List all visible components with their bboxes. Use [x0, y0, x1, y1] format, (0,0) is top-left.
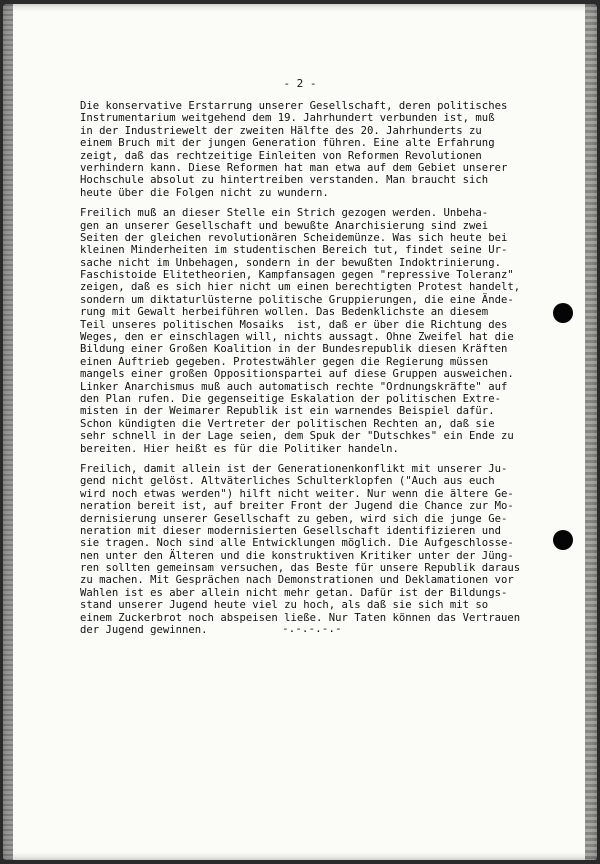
text-line: gen an unserer Gesellschaft und bewußte Anarchisierung sind zwei	[80, 219, 489, 232]
text-line: Freilich, damit allein ist der Generationenkonflikt mit unserer Ju-	[80, 462, 508, 475]
text-line: Bildung einer Großen Koalition in der Bundesrepublik diesen Kräften	[80, 343, 508, 356]
text-line: ren sollten gemeinsam versuchen, das Beste für unsere Republik daraus	[80, 562, 521, 575]
text-line: Seiten der gleichen revolutionären Scheidemünze. Was sich heute bei	[80, 231, 508, 244]
text-line: der Jugend gewinnen.	[80, 624, 208, 637]
text-line: neration mit dieser modernisierten Gesellschaft identifizieren und	[80, 524, 501, 537]
text-line: mangels einer großen Oppositionspartei auf diese Gruppen ausweichen.	[80, 368, 514, 381]
end-separator: -.-.-.-.-	[282, 622, 342, 635]
text-line: Die konservative Erstarrung unserer Gesellschaft, deren politisches	[80, 100, 508, 112]
text-line: heute über die Folgen nicht zu wundern.	[80, 186, 329, 199]
text-line: sie tragen. Noch sind alle Entwicklungen möglich. Die Aufgeschlosse-	[80, 537, 514, 550]
text-line: den Plan rufen. Die gegenseitige Eskalation der politischen Extre-	[80, 392, 501, 405]
text-line: gend nicht gelöst. Altväterliches Schulterklopfen ("Auch aus euch	[80, 475, 495, 488]
text-line: zeigt, daß das rechtzeitige Einleiten von Reformen Revolutionen	[80, 149, 482, 162]
text-line: misten in der Weimarer Republik ist ein warnendes Beispiel dafür.	[80, 405, 495, 418]
text-line: Weges, den er einschlagen will, nichts aussagt. Ohne Zweifel hat die	[80, 331, 514, 344]
scan-edge-right	[585, 4, 597, 860]
text-line: nen unter den Älteren und die konstruktiven Kritiker unter der Jüng-	[80, 549, 514, 562]
text-line: neration bereit ist, auf breiter Front der Jugend die Chance zur Mo-	[80, 500, 514, 513]
text-line: zu machen. Mit Gesprächen nach Demonstrationen und Deklamationen vor	[80, 574, 514, 587]
text-line: Linker Anarchismus muß auch automatisch rechte "Ordnungskräfte" auf	[80, 380, 508, 393]
text-line: sehr schnell in der Lage seien, dem Spuk der "Dutschkes" ein Ende zu	[80, 430, 514, 443]
text-line: einen Auftrieb gegeben. Protestwähler gegen die Regierung müssen	[80, 355, 489, 368]
text-line: dernisierung unserer Gesellschaft zu geben, wird sich die junge Ge-	[80, 512, 508, 525]
text-line: Schon kündigten die Vertreter der politischen Rechten an, daß sie	[80, 417, 495, 430]
text-line: Wahlen ist es aber allein nicht mehr getan. Dafür ist der Bildungs-	[80, 586, 508, 599]
paragraph-1	[80, 100, 560, 199]
text-line: bereiten. Hier heißt es für die Politiker handeln.	[80, 442, 399, 455]
document-body	[80, 100, 560, 644]
scan-edge-left	[3, 4, 13, 860]
text-line: in der Industriewelt der zweiten Hälfte des 20. Jahrhunderts zu	[80, 124, 482, 137]
text-line: Teil unseres politischen Mosaiks ist, daß er über die Richtung des	[80, 318, 508, 331]
text-line: kleinen Minderheiten im studentischen Bereich tut, findet seine Ur-	[80, 244, 508, 257]
text-line: verhindern kann. Diese Reformen hat man etwa auf dem Gebiet unserer	[80, 161, 508, 174]
text-line: einem Zuckerbrot noch abspeisen ließe. Nur Taten können das Vertrauen	[80, 611, 521, 624]
text-line: wird noch etwas werden") hilft nicht weiter. Nur wenn die ältere Ge-	[80, 487, 514, 500]
text-line: Freilich muß an dieser Stelle ein Strich gezogen werden. Unbeha-	[80, 207, 489, 220]
text-line: einem Bruch mit der jungen Generation führen. Eine alte Erfahrung	[80, 137, 495, 150]
paragraph-2	[80, 207, 560, 455]
text-line: stand unserer Jugend heute viel zu hoch, als daß sie sich mit so	[80, 599, 489, 612]
text-line: rung mit Gewalt herbeiführen wollen. Das Bedenklichste an diesem	[80, 306, 489, 319]
text-line: Instrumentarium weitgehend dem 19. Jahrhundert verbunden ist, muß	[80, 112, 495, 125]
text-line: Faschistoide Elitetheorien, Kampfansagen gegen "repressive Toleranz"	[80, 269, 514, 282]
punch-hole	[553, 530, 573, 550]
text-line: sondern um diktaturlüsterne politische Gruppierungen, die eine Ände-	[80, 293, 514, 306]
text-line: sache nicht im Unbehagen, sondern in der bewußten Indoktrinierung.	[80, 256, 501, 269]
text-line: zeigen, daß es sich hier nicht um einen berechtigten Protest handelt,	[80, 281, 521, 294]
page-number: - 2 -	[283, 77, 317, 90]
punch-hole	[553, 303, 573, 323]
text-line: Hochschule absolut zu hintertreiben verstanden. Man braucht sich	[80, 174, 489, 187]
paragraph-3	[80, 463, 560, 636]
